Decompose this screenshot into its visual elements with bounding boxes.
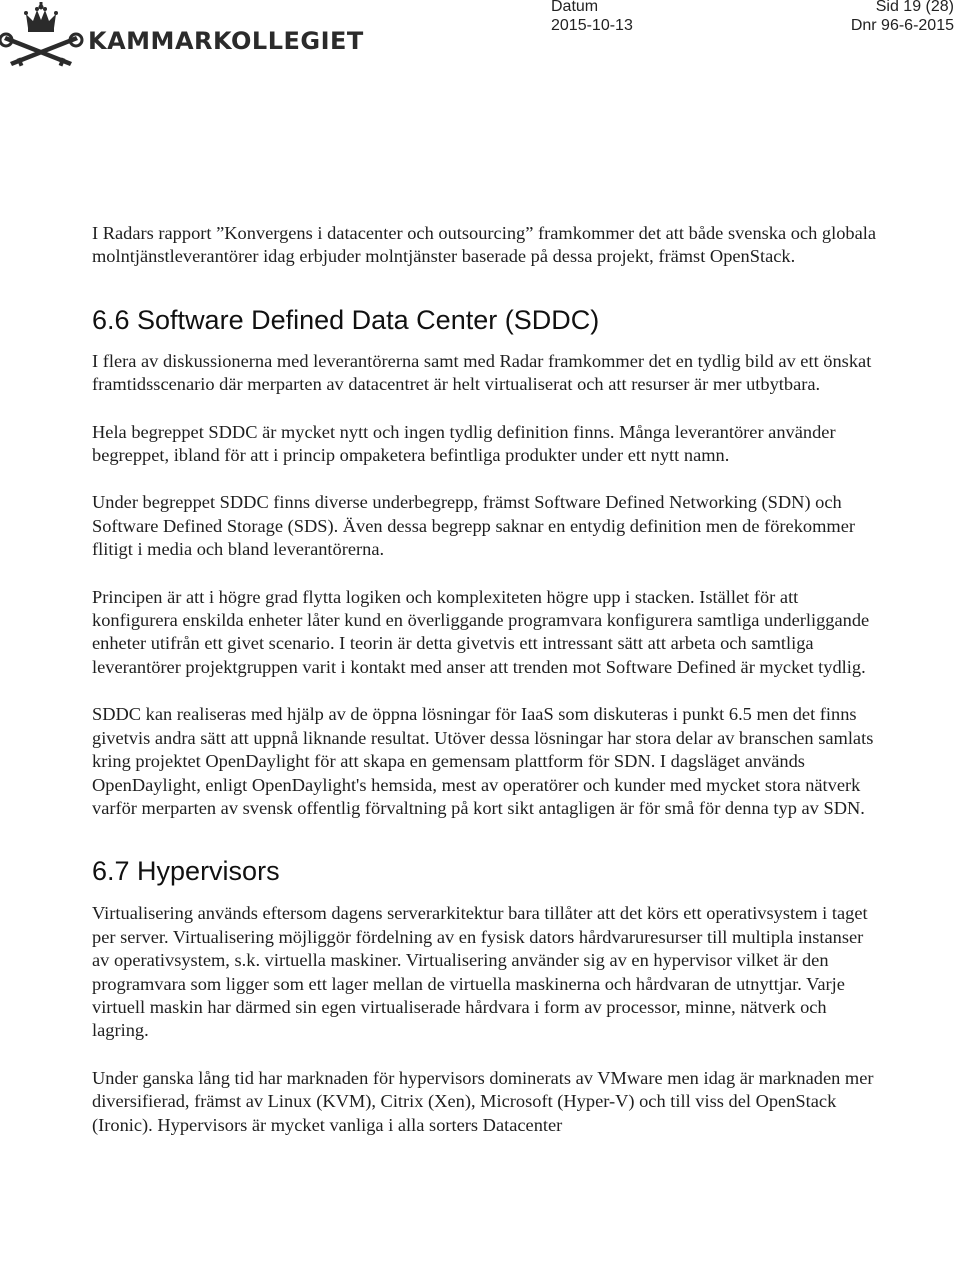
paragraph: Under begreppet SDDC finns diverse underbegrepp, främst Software Defined Networking (SDN) och Software Defined Storage (SDS). Även dessa begrepp saknar en entydig definition men de förekommer flitigt i media och bland leverantörerna. (92, 492, 855, 560)
paragraph: Principen är att i högre grad flytta logiken och komplexiteten högre upp i stacken. Istället för att konfigurera enskilda enheter låter kund en överliggande programvara konfigurera samtliga underliggande enheter utifrån ett givet scenario. I teorin är detta givetvis ett intressant sätt att arbeta och samtliga leverantörer projektgruppen varit i kontakt med anser att trenden mot Software Defined är mycket tydlig. (92, 586, 870, 677)
page-number: Sid 19 (28) (875, 0, 954, 15)
kammarkollegiet-logo (0, 2, 364, 68)
section-heading-hypervisors: 6.7 Hypervisors (92, 856, 280, 887)
date-label: Datum (551, 0, 599, 15)
paragraph: Virtualisering används eftersom dagens serverarkitektur bara tillåter att det körs ett operativsystem i taget per server. Virtualisering möjliggör fördelning av en fysisk dators hårdvaruresurser till multipla instanser av operativsystem, s.k. virtuella maskiner. Virtualisering använder sig av en hypervisor vilket är den programvara som ligger som ett lager mellan de virtuella maskinerna och hårdvaran de utnyttjar. Varje virtuell maskin har därmed sin egen virtualiserade hårdvara i form av processor, minne, nätverk och lagring. (92, 903, 868, 1041)
paragraph: Hela begreppet SDDC är mycket nytt och ingen tydlig definition finns. Många leverantörer använder begreppet, ibland för att i princip ompaketera befintliga produkter under ett nytt namn. (92, 421, 836, 466)
date-value: 2015-10-13 (551, 17, 633, 34)
section-heading-sddc: 6.6 Software Defined Data Center (SDDC) (92, 304, 600, 335)
document-body (92, 222, 882, 1161)
registration-number: Dnr 96-6-2015 (850, 17, 954, 34)
org-name: KAMMARKOLLEGIET (88, 27, 364, 55)
paragraph: Under ganska lång tid har marknaden för hypervisors dominerats av VMware men idag är marknaden mer diversifierad, främst av Linux (KVM), Citrix (Xen), Microsoft (Hyper-V) och till viss del OpenStack (Ironic). Hypervisors är mycket vanliga i alla sorters Datacenter (92, 1067, 874, 1135)
paragraph: SDDC kan realiseras med hjälp av de öppna lösningar för IaaS som diskuteras i punkt 6.5 men det finns givetvis andra sätt att uppnå liknande resultat. Utöver dessa lösningar har stora delar av branschen samlats kring projektet OpenDaylight för att skapa en gemensam plattform för SDN. I dagsläget används OpenDaylight, enligt OpenDaylight's hemsida, mest av operatörer och kunder med mycket stora nätverk varför merparten av svensk offentlig förvaltning på kort sikt antagligen är för små för denna typ av SDN. (92, 704, 874, 818)
paragraph: I flera av diskussionerna med leverantörerna samt med Radar framkommer det en tydlig bild av ett önskat framtidsscenario där merparten av datacentret är helt virtualiserat och att resurser är mer utbytbara. (92, 350, 872, 395)
crown-keys-icon (0, 2, 86, 68)
intro-paragraph: I Radars rapport ”Konvergens i datacenter och outsourcing” framkommer det att både svenska och globala molntjänstleverantörer idag erbjuder molntjänster baserade på dessa projekt, främst OpenStack. (92, 223, 877, 267)
